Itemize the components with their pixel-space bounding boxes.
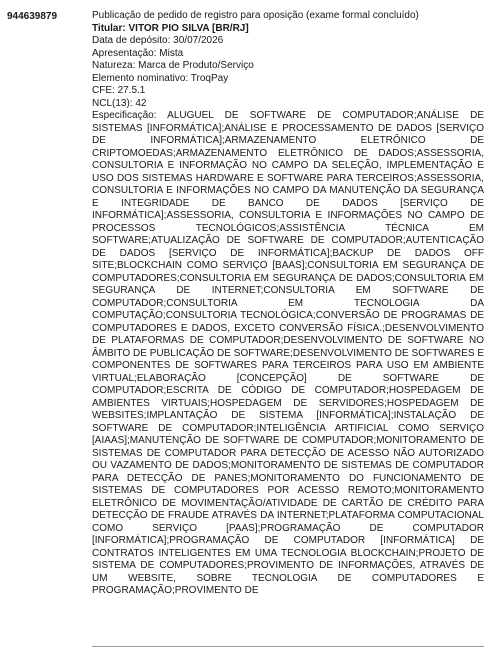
cfe-line (92, 85, 484, 98)
cfe-label: CFE: (92, 85, 115, 96)
nominative-element-line (92, 73, 484, 86)
bottom-divider (92, 646, 484, 647)
nature-value: Marca de Produto/Serviço (138, 60, 254, 71)
ncl-line (92, 98, 484, 111)
ncl-value: 42 (135, 97, 147, 109)
dispatch-text: Publicação de pedido de registro para oposição (exame formal concluído) (92, 10, 419, 21)
nominative-element-label: Elemento nominativo: (92, 72, 189, 84)
holder-value: VITOR PIO SILVA [BR/RJ] (128, 22, 249, 34)
presentation-value: Mista (159, 47, 184, 59)
specification-label: Especificação: (92, 110, 157, 121)
filing-date-line (92, 35, 484, 48)
specification-value: ALUGUEL DE SOFTWARE DE COMPUTADOR;ANÁLISE DE SISTEMAS [INFORMÁTICA];ANÁLISE E PROCESSAMENTO DE DADOS [SERVIÇO DE INFORMÁTICA];ARMAZENAMENTO ELETRÔNICO DE CRIPTOMOEDAS;ARMAZENAMENTO ELETRÔNICO DE DADOS;ASSESSORIA, CONSULTORIA E INFORMAÇÃO NO CAMPO DA SELEÇÃO, IMPLEMENTAÇÃO E USO DOS SISTEMAS HARDWARE E SOFTWARE PARA TERCEIROS;ASSESSORIA, CONSULTORIA E INFORMAÇÕES NO CAMPO DA MANUTENÇÃO DA SEGURANÇA E INTEGRIDADE DE BANCO DE DADOS [SERVIÇO DE INFORMÁTICA];ASSESSORIA, CONSULTORIA E INFORMAÇÕES NO CAMPO DE PROCESSOS TECNOLÓGICOS;ASSISTÊNCIA TÉCNICA EM SOFTWARE;ATUALIZAÇÃO DE SOFTWARE DE COMPUTADOR;AUTENTICAÇÃO DE DADOS [SERVIÇO DE INFORMÁTICA];BACKUP DE DADOS OFF SITE;BLOCKCHAIN COMO SERVIÇO [BAAS];CONSULTORIA EM SEGURANÇA DE COMPUTADORES;CONSULTORIA EM SEGURANÇA DE DADOS;CONSULTORIA EM SEGURANÇA DE INTERNET;CONSULTORIA EM SOFTWARE DE COMPUTADOR;CONSULTORIA EM TECNOLOGIA DA COMPUTAÇÃO;CONSULTORIA TECNOLÓGICA;CONVERSÃO DE PROGRAMAS DE COMPUTADORES E DADOS, EXCETO CONVERSÃO FÍSICA.;DESENVOLVIMENTO DE PLATAFORMAS DE COMPUTADOR;DESENVOLVIMENTO DE SOFTWARE NO ÂMBITO DE PUBLICAÇÃO DE SOFTWARE;DESENVOLVIMENTO DE SOFTWARES E COMPONENTES DE SOFTWARES PARA TERCEIROS PARA USO EM AMBIENTE VIRTUAL;ELABORAÇÃO [CONCEPÇÃO] DE SOFTWARE DE COMPUTADOR;ESCRITA DE CÓDIGO DE COMPUTADOR;HOSPEDAGEM DE AMBIENTES VIRTUAIS;HOSPEDAGEM DE SERVIDORES;HOSPEDAGEM DE WEBSITES;IMPLANTAÇÃO DE SISTEMA [INFORMÁTICA];INSTALAÇÃO DE SOFTWARE DE COMPUTADOR;INTELIGÊNCIA ARTIFICIAL COMO SERVIÇO [AIAAS];MANUTENÇÃO DE SOFTWARE DE COMPUTADOR;MONITORAMENTO DE SISTEMAS DE COMPUTADOR PARA DETECÇÃO DE ACESSO NÃO AUTORIZADO OU VAZAMENTO DE DADOS;MONITORAMENTO DE SISTEMAS DE COMPUTADOR PARA DETECÇÃO DE PANES;MONITORAMENTO DO FUNCIONAMENTO DE SISTEMAS DE COMPUTADORES POR ACESSO REMOTO;MONITORAMENTO ELETRÔNICO DE MOVIMENTAÇÃO/ATIVIDADE DE CARTÃO DE CRÉDITO PARA DETECÇÃO DE FRAUDE ATRAVÉS DA INTERNET;PLATAFORMA COMPUTACIONAL COMO SERVIÇO [PAAS];PROGRAMAÇÃO DE COMPUTADOR [INFORMÁTICA];PROGRAMAÇÃO DE COMPUTADOR [INFORMÁTICA] DE CONTRATOS INTELIGENTES EM UMA TECNOLOGIA BLOCKCHAIN;PROJETO DE SISTEMA DE COMPUTADORES;PROVIMENTO DE INFORMAÇÕES, ATRAVÉS DE UM WEBSITE, SOBRE TECNOLOGIA DE COMPUTADORES E PROGRAMAÇÃO;PROVIMENTO DE (92, 110, 484, 596)
presentation-label: Apresentação: (92, 47, 157, 59)
specification-block (92, 110, 484, 598)
presentation-line (92, 48, 484, 61)
cfe-value: 27.5.1 (117, 85, 146, 96)
filing-date-label: Data de depósito: (92, 35, 171, 46)
holder-line (92, 23, 484, 36)
process-number: 944639879 (7, 11, 58, 22)
nature-line (92, 60, 484, 73)
nature-label: Natureza: (92, 60, 136, 71)
filing-date-value: 30/07/2026 (173, 35, 224, 46)
nominative-element-value: TroqPay (190, 72, 229, 84)
holder-label: Titular: (92, 22, 126, 34)
record-details (92, 10, 484, 598)
ncl-label: NCL(13): (92, 97, 133, 109)
